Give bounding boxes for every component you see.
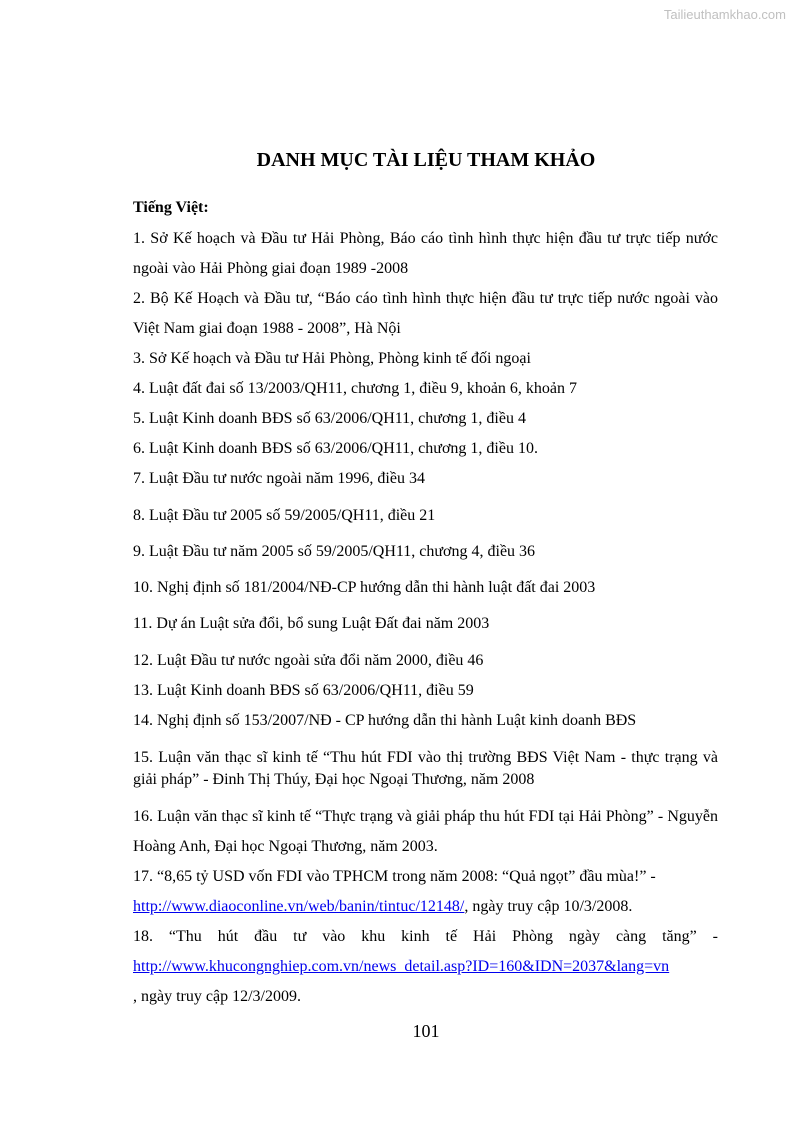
reference-17-text: 17. “8,65 tỷ USD vốn FDI vào TPHCM trong năm 2008: “Quả ngọt” đầu mùa!” -	[133, 868, 656, 885]
reference-item-17	[133, 862, 718, 922]
reference-item-14: 14. Nghị định số 153/2007/NĐ - CP hướng dẫn thi hành Luật kinh doanh BĐS	[133, 712, 637, 729]
page-number: 101	[412, 1021, 440, 1041]
reference-item-10: 10. Nghị định số 181/2004/NĐ-CP hướng dẫn thi hành luật đất đai 2003	[133, 579, 596, 596]
reference-17-suffix: , ngày truy cập 10/3/2008.	[464, 898, 633, 915]
reference-item-3: 3. Sở Kế hoạch và Đầu tư Hải Phòng, Phòng kinh tế đối ngoại	[133, 350, 531, 367]
reference-item-4: 4. Luật đất đai số 13/2003/QH11, chương 1, điều 9, khoản 6, khoản 7	[133, 380, 578, 397]
reference-item-1: 1. Sở Kế hoạch và Đầu tư Hải Phòng, Báo cáo tình hình thực hiện đầu tư trực tiếp nước ngoài vào Hải Phòng giai đoạn 1989 -2008	[133, 230, 718, 277]
reference-18-suffix: , ngày truy cập 12/3/2009.	[133, 988, 301, 1005]
reference-item-11: 11. Dự án Luật sửa đổi, bổ sung Luật Đất đai năm 2003	[133, 615, 490, 632]
reference-18-text: 18. “Thu hút đầu tư vào khu kinh tế Hải Phòng ngày càng tăng” -	[133, 928, 718, 945]
page-title: DANH MỤC TÀI LIỆU THAM KHẢO	[256, 149, 596, 171]
reference-item-5: 5. Luật Kinh doanh BĐS số 63/2006/QH11, chương 1, điều 4	[133, 410, 526, 427]
reference-item-2: 2. Bộ Kế Hoạch và Đầu tư, “Báo cáo tình hình thực hiện đầu tư trực tiếp nước ngoài vào Việt Nam giai đoạn 1988 - 2008”, Hà Nội	[133, 290, 718, 337]
reference-item-15: 15. Luận văn thạc sĩ kinh tế “Thu hút FDI vào thị trường BĐS Việt Nam - thực trạng và giải pháp” - Đinh Thị Thúy, Đại học Ngoại Thương, năm 2008	[133, 749, 718, 788]
section-heading: Tiếng Việt:	[133, 199, 209, 216]
reference-item-18	[133, 922, 718, 1012]
reference-item-9: 9. Luật Đầu tư năm 2005 số 59/2005/QH11, chương 4, điều 36	[133, 543, 536, 560]
reference-17-link[interactable]: http://www.diaoconline.vn/web/banin/tintuc/12148/	[133, 898, 465, 915]
reference-item-13: 13. Luật Kinh doanh BĐS số 63/2006/QH11, điều 59	[133, 682, 474, 699]
watermark: Tailieuthamkhao.com	[663, 7, 786, 22]
reference-item-16: 16. Luận văn thạc sĩ kinh tế “Thực trạng và giải pháp thu hút FDI tại Hải Phòng” - Nguyễn Hoàng Anh, Đại học Ngoại Thương, năm 2003.	[133, 808, 718, 855]
reference-item-12: 12. Luật Đầu tư nước ngoài sửa đổi năm 2000, điều 46	[133, 652, 484, 669]
reference-item-7: 7. Luật Đầu tư nước ngoài năm 1996, điều 34	[133, 470, 425, 487]
reference-18-link[interactable]: http://www.khucongnghiep.com.vn/news_detail.asp?ID=160&IDN=2037&lang=vn	[133, 958, 670, 975]
reference-item-6: 6. Luật Kinh doanh BĐS số 63/2006/QH11, chương 1, điều 10.	[133, 440, 538, 457]
reference-item-8: 8. Luật Đầu tư 2005 số 59/2005/QH11, điều 21	[133, 507, 436, 524]
